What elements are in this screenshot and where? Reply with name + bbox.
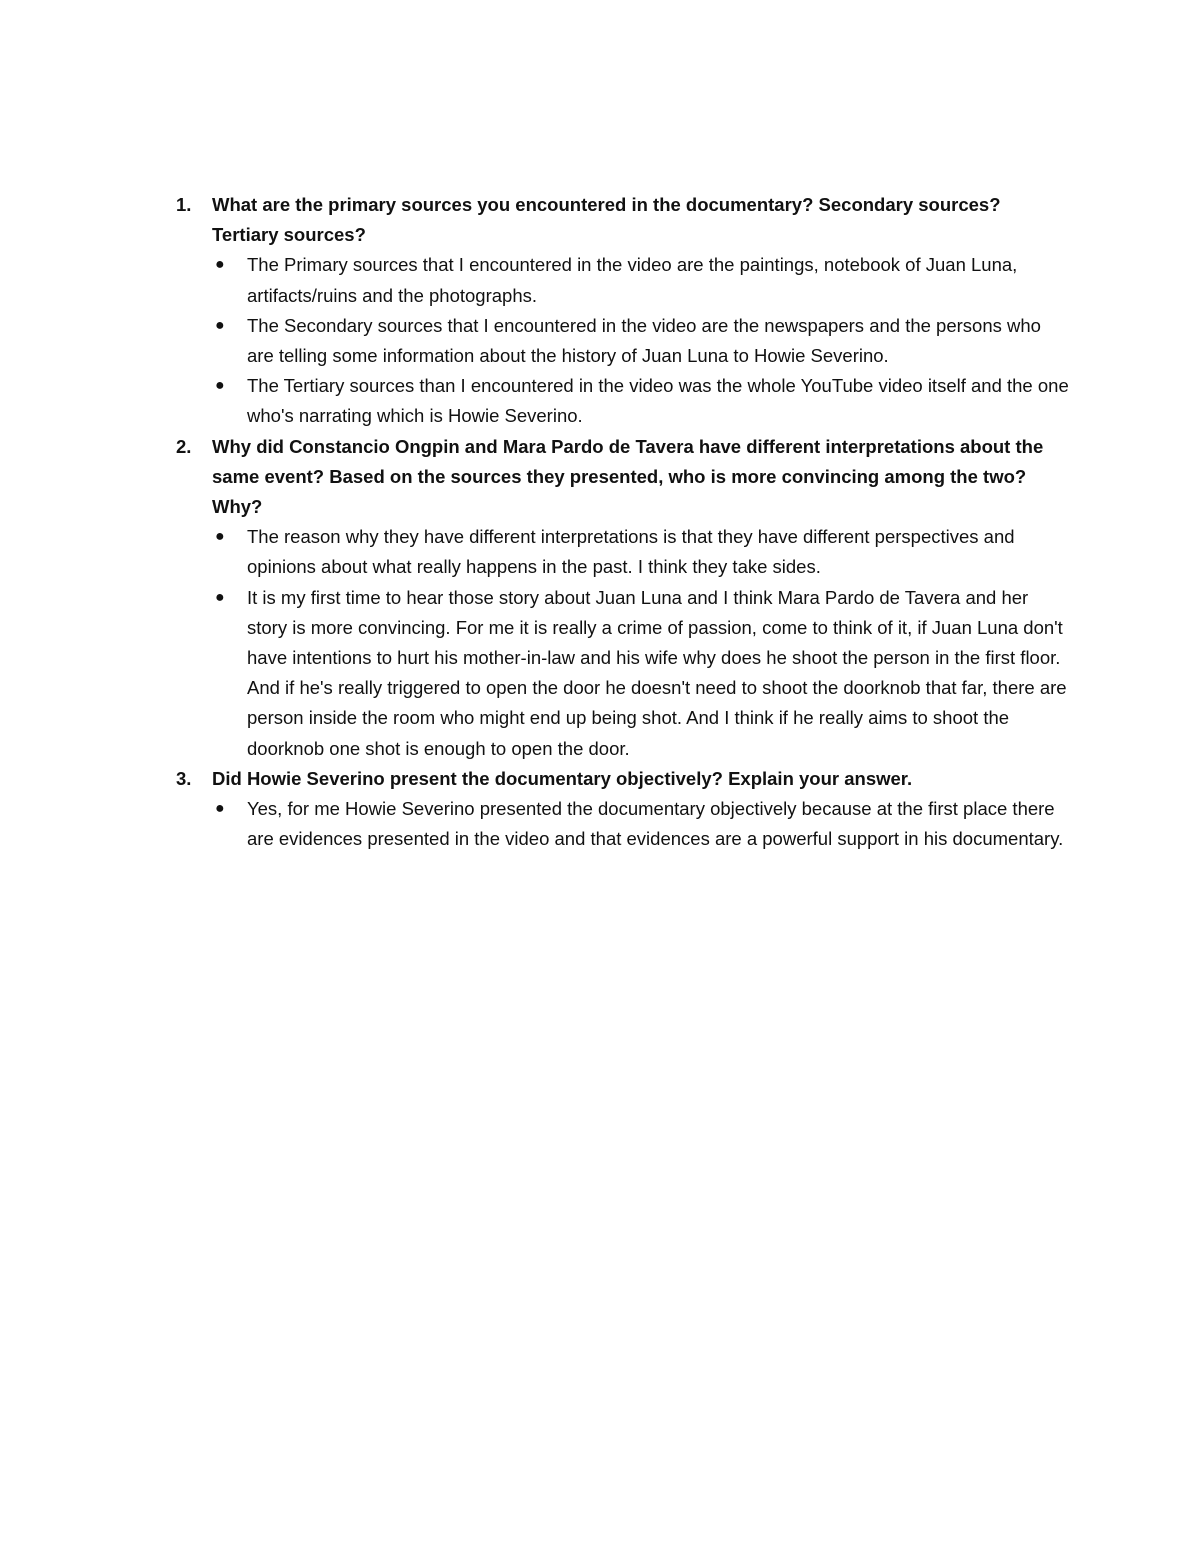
answer-item: [212, 250, 1072, 310]
bullet-icon: ●: [215, 377, 225, 395]
answer-text: Yes, for me Howie Severino presented the documentary objectively because at the first place there are evidences presented in the video and that evidences are a powerful support in his documentary.: [247, 798, 1064, 850]
answer-item: [212, 522, 1072, 582]
question-number: 2.: [176, 435, 192, 457]
question-item-2: [172, 432, 1072, 764]
question-number: 3.: [176, 767, 192, 789]
answer-text: The Tertiary sources than I encountered in the video was the whole YouTube video itself and the one who's narrating which is Howie Severino.: [247, 375, 1069, 427]
answer-text: The reason why they have different interpretations is that they have different perspectives and opinions about what really happens in the past. I think they take sides.: [247, 526, 1015, 578]
answer-text: It is my first time to hear those story about Juan Luna and I think Mara Pardo de Tavera and her story is more convincing. For me it is really a crime of passion, come to think of it, if Juan Luna don't have intentions to hurt his mother-in-law and his wife why does he shoot the person in the first floor. And if he's really triggered to open the door he doesn't need to shoot the doorknob that far, there are person inside the room who might end up being shot. And I think if he really aims to shoot the doorknob one shot is enough to open the door.: [247, 586, 1067, 759]
question-text: Why did Constancio Ongpin and Mara Pardo de Tavera have different interpretations about the same event? Based on the sources they presented, who is more convincing among the two? Why?: [212, 435, 1044, 518]
question-number: 1.: [176, 194, 192, 215]
question-text: What are the primary sources you encountered in the documentary? Secondary sources? Tertiary sources?: [212, 194, 1001, 246]
answer-text: The Primary sources that I encountered in the video are the paintings, notebook of Juan Luna, artifacts/ruins and the photographs.: [247, 254, 1018, 306]
answer-text: The Secondary sources that I encountered in the video are the newspapers and the persons who are telling some information about the history of Juan Luna to Howie Severino.: [247, 314, 1041, 367]
question-text: Did Howie Severino present the documentary objectively? Explain your answer.: [212, 767, 913, 789]
answer-item: [212, 583, 1072, 764]
bullet-icon: ●: [215, 256, 225, 274]
bullet-icon: ●: [215, 316, 225, 334]
bullet-icon: ●: [215, 588, 225, 606]
question-item-1: [172, 190, 1072, 432]
question-list: [172, 190, 1072, 854]
answer-item: [212, 371, 1072, 431]
answer-item: [212, 794, 1072, 854]
bullet-icon: ●: [215, 800, 225, 818]
bullet-icon: ●: [215, 528, 225, 546]
answer-list: [212, 250, 1072, 431]
answer-list: [212, 522, 1072, 764]
answer-item: [212, 311, 1072, 371]
question-item-3: [172, 764, 1072, 855]
answer-list: [212, 794, 1072, 854]
